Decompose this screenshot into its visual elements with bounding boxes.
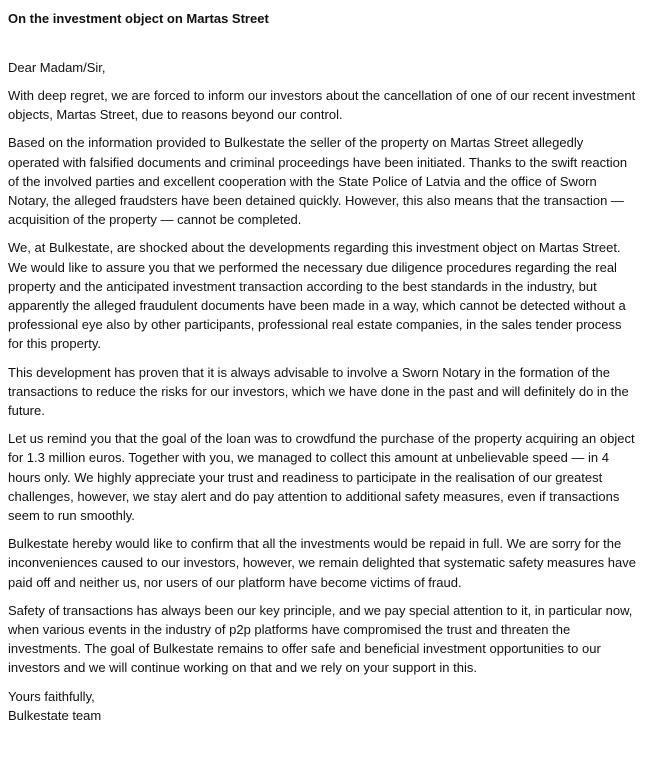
letter-paragraph-6: Bulkestate hereby would like to confirm that all the investments would be repaid in full. We are sorry for the inconveniences caused to our investors, however, we remain delighted that systematic safety measures have paid off and neither us, nor users of our platform have become victims of fraud. [8,536,636,590]
letter-signature: Bulkestate team [8,707,102,723]
letter-title: On the investment object on Martas Street [8,11,269,26]
letter-paragraph-3: We, at Bulkestate, are shocked about the developments regarding this investment object on Martas Street. We would like to assure you that we performed the necessary due diligence procedures regarding the real property and the anticipated investment transaction according to the best standards in the industry, but apparently the alleged fraudulent documents have been made in a way, which cannot be detected without a professional eye also by other participants, professional real estate companies, in the sales tender process for this property. [8,240,626,352]
letter-paragraph-7: Safety of transactions has always been our key principle, and we pay special attention to it, in particular now, when various events in the industry of p2p platforms have compromised the trust and threaten the investments. The goal of Bulkestate remains to offer safe and beneficial investment opportunities to our investors and we will continue working on that and we rely on your support in this. [8,602,633,676]
letter-paragraph-1: With deep regret, we are forced to inform our investors about the cancellation of one of our recent investment objects, Martas Street, due to reasons beyond our control. [8,88,636,123]
letter-salutation: Dear Madam/Sir, [8,60,106,75]
letter-closing: Yours faithfully, [8,688,95,704]
letter-paragraph-4: This development has proven that it is always advisable to involve a Sworn Notary in the formation of the transactions to reduce the risks for our investors, which we have done in the past and will definitely do in the future. [8,364,629,419]
letter-paragraph-2: Based on the information provided to Bulkestate the seller of the property on Martas Street allegedly operated with falsified documents and criminal proceedings have been initiated. Thanks to the swift reaction of the involved parties and excellent cooperation with the State Police of Latvia and the office of Sworn Notary, the alleged fraudsters have been detained quickly. However, this also means that the transaction — acquisition of the property — cannot be completed. [8,135,628,228]
letter-paragraph-5: Let us remind you that the goal of the loan was to crowdfund the purchase of the property acquiring an object for 1.3 million euros. Together with you, we managed to collect this amount at unbelievable speed — in 4 hours only. We highly appreciate your trust and readiness to participate in the realisation of our greatest challenges, however, we stay alert and do pay attention to additional safety measures, even if transactions seem to run smoothly. [8,431,635,524]
